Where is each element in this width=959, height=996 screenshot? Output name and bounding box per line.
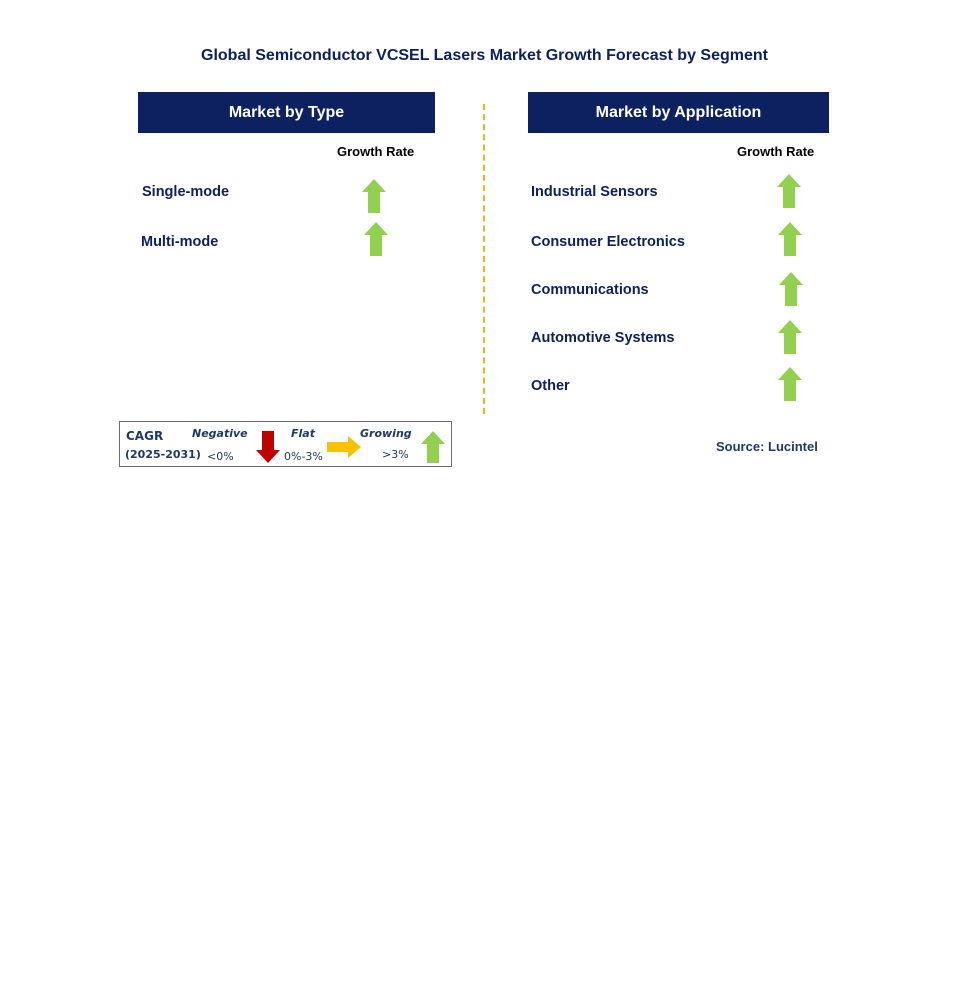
panel-divider [483, 104, 485, 414]
legend-flat-label: Flat [291, 427, 315, 440]
segment-label-single-mode: Single-mode [142, 184, 230, 200]
growing-arrow-icon [364, 222, 388, 256]
growing-arrow-icon [778, 367, 802, 401]
application-growth-rate-label: Growth Rate [737, 144, 815, 159]
segment-label-consumer-electronics: Consumer Electronics [531, 234, 685, 250]
legend-growing-range: >3% [382, 448, 409, 461]
growing-arrow-icon [777, 174, 801, 208]
flat-arrow-icon [327, 436, 361, 458]
segment-label-communications: Communications [531, 282, 649, 298]
legend-flat-range: 0%-3% [284, 450, 323, 463]
growing-arrow-icon [421, 431, 445, 463]
growing-arrow-icon [779, 272, 803, 306]
negative-arrow-icon [256, 431, 280, 463]
source-note: Source: Lucintel [716, 439, 818, 454]
legend-growing-label: Growing [360, 427, 412, 440]
segment-label-industrial-sensors: Industrial Sensors [531, 184, 658, 200]
application-panel-header: Market by Application [528, 92, 829, 133]
growing-arrow-icon [778, 320, 802, 354]
legend-negative-range: <0% [207, 450, 234, 463]
growing-arrow-icon [778, 222, 802, 256]
growing-arrow-icon [362, 179, 386, 213]
cagr-legend [119, 421, 452, 467]
segment-label-other: Other [531, 378, 570, 394]
segment-label-multi-mode: Multi-mode [141, 234, 219, 250]
page-title: Global Semiconductor VCSEL Lasers Market Growth Forecast by Segment [201, 47, 768, 64]
segment-label-automotive-systems: Automotive Systems [531, 330, 675, 346]
legend-negative-label: Negative [192, 427, 248, 440]
type-panel-header: Market by Type [138, 92, 435, 133]
legend-cagr-label: CAGR [126, 429, 164, 443]
legend-period: (2025-2031) [125, 448, 201, 461]
type-growth-rate-label: Growth Rate [337, 144, 415, 159]
